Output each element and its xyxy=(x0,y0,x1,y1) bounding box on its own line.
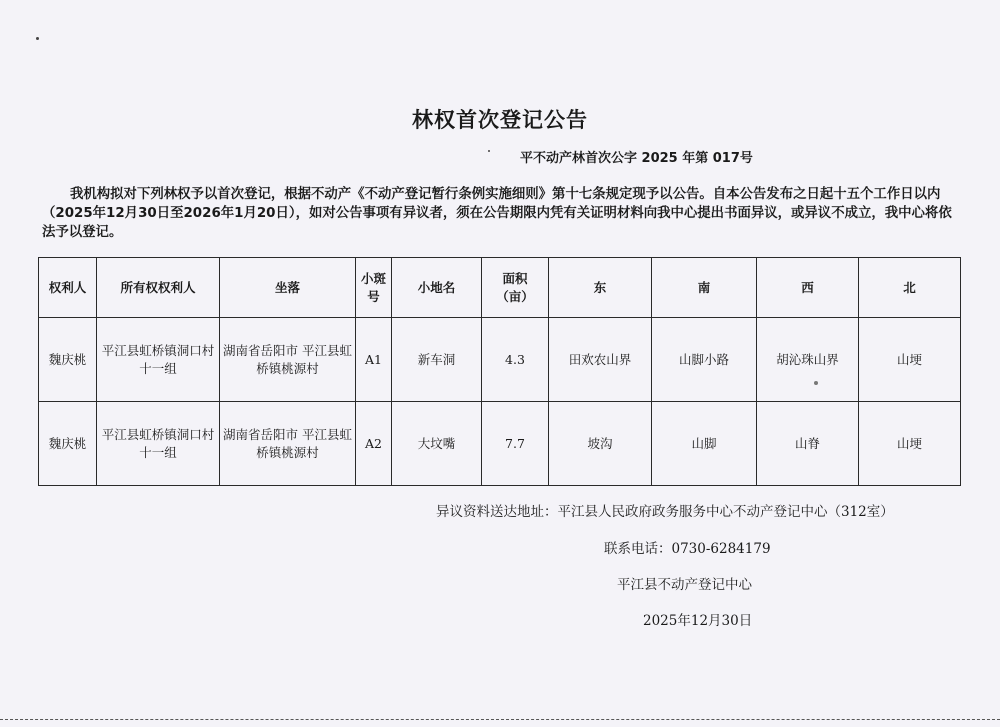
header-location: 坐落 xyxy=(220,258,356,318)
cell-south: 山脚 xyxy=(652,402,757,486)
header-owner: 所有权权利人 xyxy=(97,258,220,318)
header-north: 北 xyxy=(859,258,961,318)
header-place-name: 小地名 xyxy=(392,258,482,318)
cell-north: 山埂 xyxy=(859,402,961,486)
header-west: 西 xyxy=(757,258,859,318)
cell-plot-no: A1 xyxy=(356,318,392,402)
header-plot-no-line1: 小斑 xyxy=(360,270,386,286)
cell-west: 山脊 xyxy=(757,402,859,486)
cell-holder: 魏庆桃 xyxy=(39,318,97,402)
intro-paragraph: 我机构拟对下列林权予以首次登记，根据不动产《不动产登记暂行条例实施细则》第十七条规定现予以公告。自本公告发布之日起十五个工作日以内（2025年12月30日至2026年1月20日），如对公告事项有异议者，须在公告期限内凭有关证明材料向我中心提出书面异议，或异议不成立，我中心将依法予以登记。 xyxy=(42,187,952,240)
cell-plot-no: A2 xyxy=(356,402,392,486)
scan-speck xyxy=(814,381,818,385)
header-plot-no xyxy=(356,258,392,318)
table-row xyxy=(39,318,961,402)
cell-west: 胡沁珠山界 xyxy=(757,318,859,402)
scan-speck xyxy=(36,37,39,40)
issue-date: 2025年12月30日 xyxy=(643,613,753,629)
header-area-line2: （亩） xyxy=(496,288,534,304)
table-header-row xyxy=(39,258,961,318)
header-plot-no-line2: 号 xyxy=(367,288,380,304)
cell-owner: 平江县虹桥镇洞口村十一组 xyxy=(97,318,220,402)
cell-east: 田欢农山界 xyxy=(549,318,652,402)
header-east: 东 xyxy=(549,258,652,318)
header-area xyxy=(482,258,549,318)
objection-address: 异议资料送达地址：平江县人民政府政务服务中心不动产登记中心（312室） xyxy=(436,504,894,520)
header-area-line1: 面积 xyxy=(502,270,528,286)
issuing-authority: 平江县不动产登记中心 xyxy=(617,577,752,593)
table-row xyxy=(39,402,961,486)
cell-area: 7.7 xyxy=(482,402,549,486)
document-number: 平不动产林首次公字 2025 年第 017号 xyxy=(520,151,753,166)
cell-place-name: 新车洞 xyxy=(392,318,482,402)
scan-edge-line xyxy=(0,719,1000,720)
cell-north: 山埂 xyxy=(859,318,961,402)
notice-title: 林权首次登记公告 xyxy=(412,108,588,132)
cell-holder: 魏庆桃 xyxy=(39,402,97,486)
cell-place-name: 大坟嘴 xyxy=(392,402,482,486)
header-holder: 权利人 xyxy=(39,258,97,318)
scan-speck xyxy=(488,150,490,152)
cell-location: 湖南省岳阳市 平江县虹桥镇桃源村 xyxy=(220,318,356,402)
registration-table xyxy=(38,257,961,486)
cell-south: 山脚小路 xyxy=(652,318,757,402)
cell-owner: 平江县虹桥镇洞口村十一组 xyxy=(97,402,220,486)
contact-phone: 联系电话：0730-6284179 xyxy=(604,541,771,557)
cell-location: 湖南省岳阳市 平江县虹桥镇桃源村 xyxy=(220,402,356,486)
cell-area: 4.3 xyxy=(482,318,549,402)
header-south: 南 xyxy=(652,258,757,318)
cell-east: 坡沟 xyxy=(549,402,652,486)
